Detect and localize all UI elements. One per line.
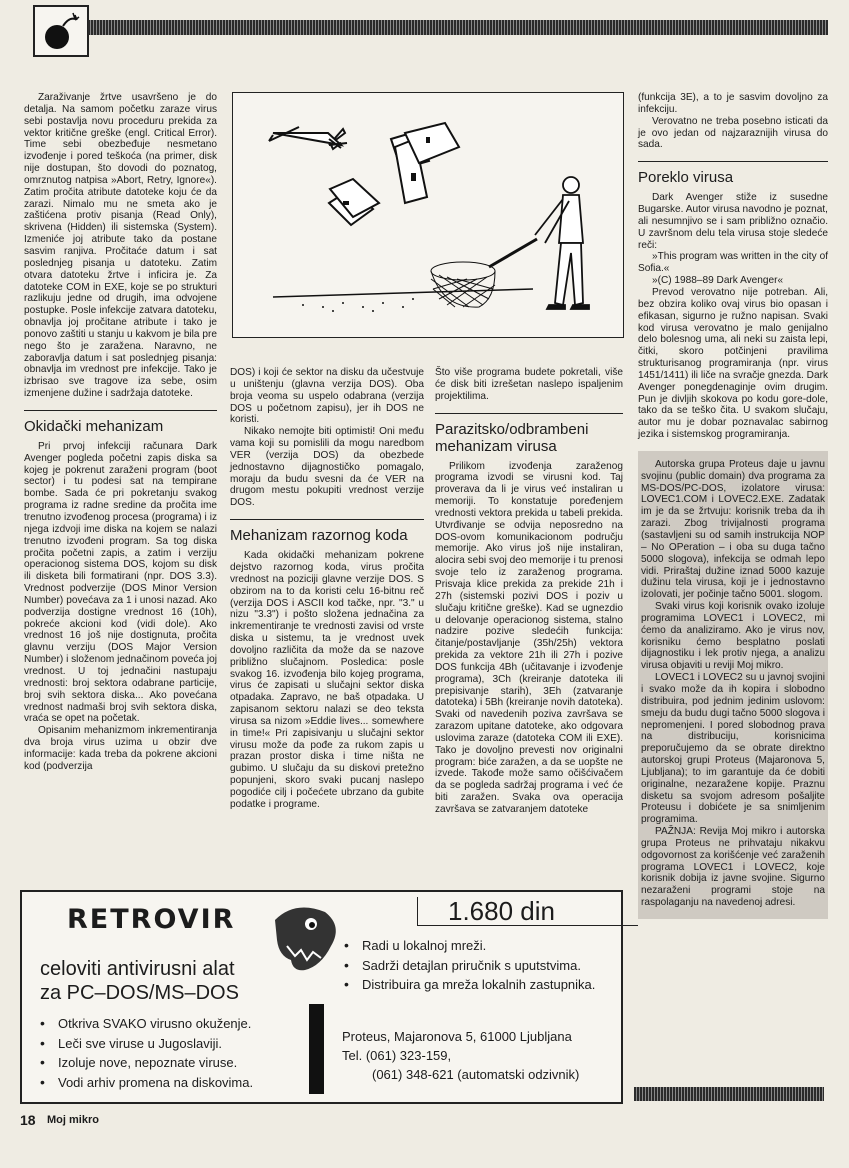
ad-contact <box>342 1027 579 1084</box>
list-item: • Radi u lokalnoj mreži. <box>340 936 610 956</box>
bomb-icon <box>35 7 87 55</box>
ad-subtitle-line: celoviti antivirusni alat <box>40 958 235 980</box>
paragraph: Zaraživanje žrtve usavršeno je do detalja. Na samom početku zaraze virus sebi postavlja novu proceduru prekida za vektor kritične greške (engl. Critical Error). Time sebi obezbeđuje nesmetano izvođenje i pored teškoća (na primer, disk nije dostupan, što dovodi do poznatog, omrznutog natpisa »Abort, Retry, Ignore«). Zatim pročita atribute datoteke koju će da zarazi. Nimalo mu ne smeta ako je zaštićena protiv pisanja (Read Only), skrivena (Hidden) ili sistemska (System). Izmeniće joj atribute tako da postane sasvim ranjiva. Pročitaće datum i sat poslednjeg pisanja u datoteku. Zatim otvara datoteku žrtve i inficira je. Za datoteke COM in EXE, koje se po strukturi razlikuju jedne od drugih, ima odvojene postupke. Posle infekcije zatvara datoteku, obnavlja joj pročitane atribute i tako je ponovo zaštiti u stanju u kakvom je bila pre nego što je zaražena. Naravno, ne zaboravlja datum i sat poslednjeg pisanja: obnavlja im vrednost pre infekcije. Tako je izbrisao sve tragove iza sebe, osim izmenjene dužine i sadržaja datoteke. <box>24 92 217 400</box>
man-catching-floppies-illustration <box>233 93 623 337</box>
paragraph: DOS) i koji će sektor na disku da učestvuje u uništenju (glavna verzija DOS). Oba broja veoma su uspelo odabrana (verzija DOS u početnom zapisu), jer ih DOS ne koristi. <box>230 367 424 426</box>
list-item: • Sadrži detajlan priručnik s uputstvima. <box>340 956 610 976</box>
paragraph: Što više programa budete pokretali, više će disk biti izrešetan naslepo ispaljenim projektilima. <box>435 367 623 402</box>
ad-price: 1.680 din <box>417 897 638 926</box>
paragraph: Autorska grupa Proteus daje u javnu svojinu (public domain) dva programa za MS-DOS/PC-DOS, izolatore virusa: LOVEC1.COM i LOVEC2.EXE. Zadatak im je da se žrtvuju: korisnik treba da ih zarazi. Zbog trivijalnosti programa (sastavljeni su od samih instrukcija NOP – No OPeration – i oba su duga tačno 5000 slogova), infekcija se odmah lepo vidi. Priraštaj dužine iznad 5000 kazuje dužinu tela virusa, koji je i jednostavno izolovati, jer počinje tačno 5001. slogom. <box>641 458 825 601</box>
section-heading: Okidački mehanizam <box>24 410 217 435</box>
page-number: 18 <box>20 1112 36 1128</box>
retrovir-advertisement <box>20 890 623 1104</box>
ad-subtitle-line: za PC–DOS/MS–DOS <box>40 982 239 1004</box>
paragraph: Verovatno ne treba posebno isticati da je ovo jedan od najzaraznijih virusa do sada. <box>638 115 828 151</box>
list-item: • Otkriva SVAKO virusno okuženje. <box>36 1014 306 1034</box>
list-item: • Distribuira ga mreža lokalnih zastupnika. <box>340 975 610 995</box>
magazine-name: Moj mikro <box>47 1114 99 1126</box>
paragraph: Pri prvoj infekciji računara Dark Avenger pogleda početni zapis diska sa kojeg je pokrenut zaraženi program (boot sector) i tu podesi sat na tempirane bombe. Sada će pri pokretanju svakog programa iz radne sredine da pročita ime trenutno izvođenog procesa (programa) i iz njega izdvoji ime diska na kojem se nalazi trenutno izvođeni program. Sa tog diska pročita početni zapis, a zatim i verziju operacionog sistema DOS, kojom su disk ili disketa bili formatirani (npr. DOS 3.3). Vrednost podverzije (DOS Minor Version Number) povećava za 1 i unosi nazad. Ako podverzija dostigne vrednost 16 (10h), pokreće akcioni kod (vidi dole). Ako vrednost 16 još nije dostignuta, pročita glavnu verziju (DOS Major Version Number) i složenom jednačinom poveća joj vrednost. U toj jednačini nastupaju vrednosti: broj sektora odabrane particije, broj svih sektora diska... Ako povećana vrednost nadmaši broj svih sektora diska, vraća se opet na početak. <box>24 440 217 725</box>
paragraph: Opisanim mehanizmom inkrementiranja dva broja virus uzima u obzir dve informacije: kada treba da pokrene akcioni kod (podverzija <box>24 725 217 772</box>
paragraph: Nikako nemojte biti optimisti! Oni među vama koji su pomislili da mogu naredbom VER (verzija DOS) da obezbede jednostavno dijagnostičko pomagalo, moraju da budu svesni da će VER na drugom mestu pokupiti vrednost verzije DOS. <box>230 426 424 509</box>
ad-features-left <box>36 1014 306 1092</box>
section-heading: Parazitsko/odbrambeni mehanizam virusa <box>435 413 623 455</box>
section-heading: Mehanizam razornog koda <box>230 519 424 544</box>
paragraph: »(C) 1988–89 Dark Avenger« <box>652 275 784 287</box>
ad-features-right <box>340 936 610 995</box>
section-heading: Poreklo virusa <box>638 161 828 186</box>
sidebar-box <box>638 451 828 919</box>
paragraph: Dark Avenger stiže iz susedne Bugarske. Autor virusa navodno je poznat, ali nesumnjivo se i sam približno označio. U završnom delu tela virusa stoje sledeće reči: <box>638 192 828 251</box>
logo-box <box>33 5 89 57</box>
paragraph: Kada okidački mehanizam pokrene dejstvo razornog koda, virus pročita vrednost na poziciji glavne verzije DOS. S obzirom na to da koristi celu 16-bitnu reč (verzija DOS i ASCII kod tačke, npr. "3." u nizu "3.3") i pošto složena jednačina za inkrementiranje te vrednosti zavisi od vrste diska u sistemu, ta je vrednost uvek dovoljno različita da može da se nazove približno slučajnom. Posledica: posle svakog 16. izvođenja bilo kojeg programa, virus će zapisati u slučajni sektor diska otpadaka. Zapravo, ne baš otpadaka. U zapisanom sektoru nalazi se deo teksta virusa sa nizom »Eddie lives... somewhere in time!« Pri zapisivanju u slučajni sektor virusu može da pođe za rukom zapis u prazan prostor diska i time ništa ne gubimo. U slučaju da su diskovi pretežno popunjeni, skoro svaki pucanj naslepo pogodiće cilj i počećete ubrzano da gubite podatke i programe. <box>230 550 424 810</box>
header-band <box>88 20 828 35</box>
footer-band <box>634 1087 824 1101</box>
list-item: • Izoluje nove, nepoznate viruse. <box>36 1053 306 1073</box>
paragraph: »This program was written in the city of Sofia.« <box>638 251 828 275</box>
contact-line: Tel. (061) 323-159, <box>342 1048 452 1063</box>
contact-line: Proteus, Majaronova 5, 61000 Ljubljana <box>342 1029 572 1044</box>
column-4 <box>638 92 828 919</box>
paragraph: PAŽNJA: Revija Moj mikro i autorska grupa Proteus ne prihvataju nikakvu odgovornost za korišćenje već zaraženih programa LOVEC1 i LOVEC2, koje korisnik dobija iz javne svojine. Sigurno nezaraženi programi stoje na raspolaganju na navedenoj adresi. <box>641 826 825 909</box>
list-item: • Vodi arhiv promena na diskovima. <box>36 1073 306 1093</box>
paragraph: Prevod verovatno nije potreban. Ali, bez obzira koliko ovaj virus bio opasan i efikasan, sigurno je ružno napisan. Svaki kod virusa verovatno je malo genijalno delo bolesnog uma, ali neki su zaista lepi, čitki, skoro potčinjeni pravilima strukturisanog programiranja (npr. virus 1451/1411) ili liče na svračje gnezda. Dark Avenger ponegdenaginje ovim drugim. Pun je divljih skokova po kodu gore-dole, tako da se teško čita. U svakom slučaju, autor mu je dobar poznavalac sabirnog jezika i sistemskog programiranja. <box>638 286 828 441</box>
paragraph: Svaki virus koji korisnik ovako izoluje programima LOVEC1 i LOVEC2, mi ćemo da analiziramo. Ako je virus nov, korisniku ćemo besplatno poslati dijagnostiku i lek protiv njega, a analizu virusa objaviti u reviji Moj mikro. <box>641 601 825 672</box>
ad-divider <box>309 1004 324 1094</box>
column-3 <box>435 367 623 816</box>
paragraph: Prilikom izvođenja zaraženog programa izvodi se virusni kod. Taj proverava da li je virus već instaliran u memoriji. To konstatuje poređenjem vrednosti vektora prekida u tabeli prekida. Utvrđivanje se odvija neposredno na DOS-ovom komunikacionom području memorije. Ako virus još nije instaliran, alocira sebi svoj deo memorije i tu prenosi svoje telo iz zaraženog programa. Prisvaja klice prekida za prekide 21h i 27h (sistemski pozivi DOS i poziv u slučaju kritične greške). Kad se ugnezdio u delovanje operacionog sistema, stalno nadzire pozive sledećih funkcija: čitanje/postavljanje (35h/25h) vektora prekida za vektore 21h ili 27h i pozive DOS funkcija 4Bh (učitavanje i izvođenje programa), 3Ch (kreiranje datoteka ili prepisivanje starih), 3Eh (zatvaranje datoteka) i 5Bh (kreiranje novih datoteka). Svaki od navedenih poziva završava se zarazom upitane datoteke, ako odgovara uslovima zaraze (datoteka COM ili EXE). Tako je dovoljno prevesti nov originalni program: biće zaražen, a da se uopšte ne izvede. Takođe može samo očišćivačem da se pogleda sadržaj programa i već će biti zaražen. Svaka ova operacija završava se zatvaranjem datoteke <box>435 460 623 815</box>
paragraph: LOVEC1 i LOVEC2 su u javnoj svojini i svako može da ih kopira i slobodno distribuira, pod jednim jedinim uslovom: smeju da budu dugi tačno 5000 slogova i nepromenjeni. I pored slobodnog prava na distribuciju, korisnicima preporučujemo da se obrate direktno autorskoj grupi Proteus (Majaronova 5, Ljubljana); to im garantuje da će dobiti originalne, nezaražene kopije. Praznu disketu sa svojom adresom pošaljite Proteusu i dobićete je sa snimljenim programima. <box>641 672 825 826</box>
column-2 <box>230 367 424 811</box>
ad-title: RETROVIR <box>67 904 236 935</box>
illustration <box>232 92 624 338</box>
paragraph: (funkcija 3E), a to je sasvim dovoljno za infekciju. <box>638 92 828 115</box>
virus-monster-icon <box>265 900 345 980</box>
contact-line: (061) 348-621 (automatski odzivnik) <box>372 1067 580 1082</box>
column-1 <box>24 92 217 773</box>
ad-subtitle <box>40 957 239 1005</box>
list-item: • Leči sve viruse u Jugoslaviji. <box>36 1034 306 1054</box>
